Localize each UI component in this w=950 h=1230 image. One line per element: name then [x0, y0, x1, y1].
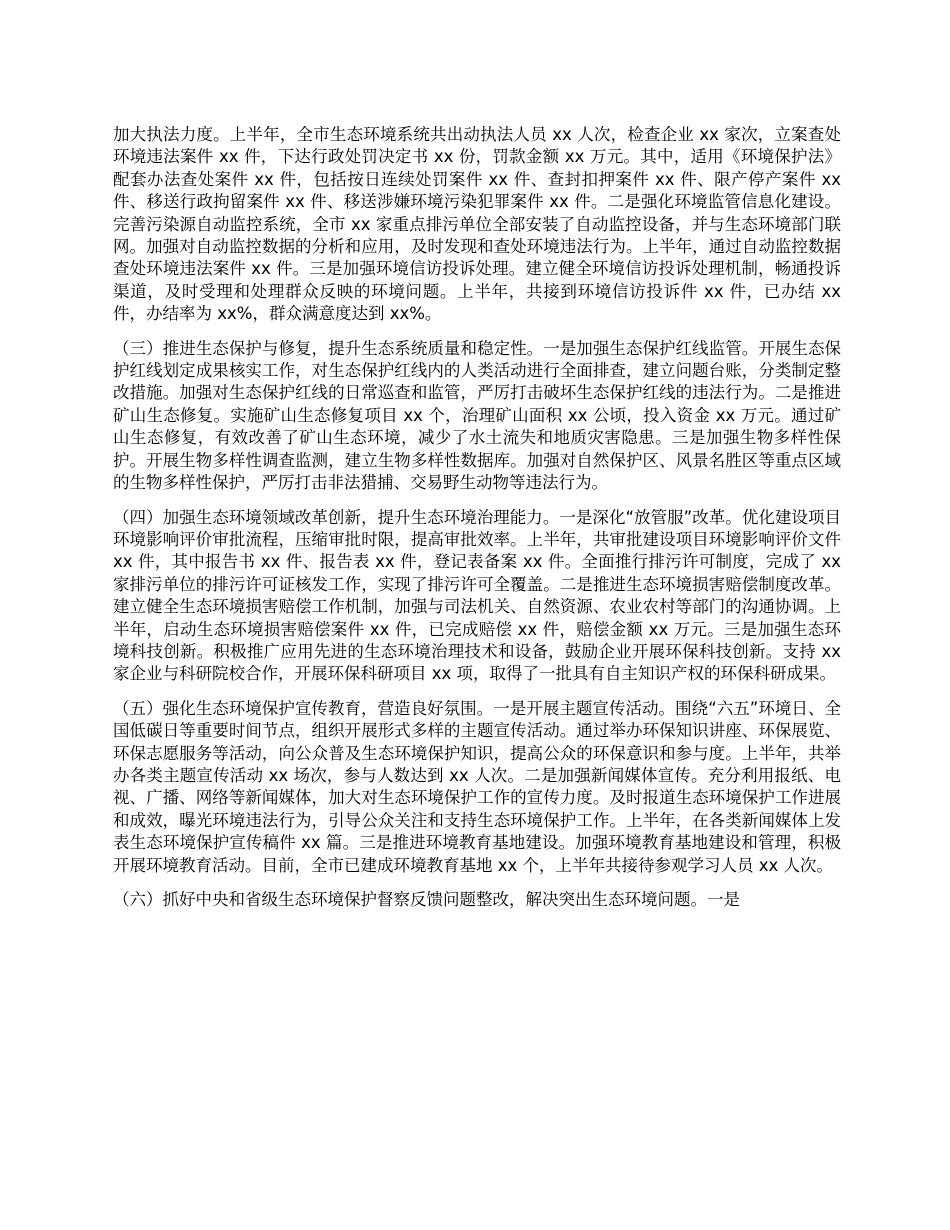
paragraph-ecological-protection: （三）推进生态保护与修复，提升生态系统质量和稳定性。一是加强生态保护红线监管。开展生态保护红线划定成果核实工作，对生态保护红线内的人类活动进行全面排查，建立问题台账，分类制定整改措施。加强对生态保护红线的日常巡查和监管，严厉打击破坏生态保护红线的违法行为。二是推进矿山生态修复。实施矿山生态修复项目 xx 个，治理矿山面积 xx 公顷，投入资金 xx 万元。通过矿山生态修复，有效改善了矿山生态环境，减少了水土流失和地质灾害隐患。三是加强生物多样性保护。开展生物多样性调查监测，建立生物多样性数据库。加强对自然保护区、风景名胜区等重点区域的生物多样性保护，严厉打击非法猎捕、交易野生动物等违法行为。 [113, 338, 841, 493]
paragraph-publicity-education: （五）强化生态环境保护宣传教育，营造良好氛围。一是开展主题宣传活动。围绕“六五”环境日、全国低碳日等重要时间节点，组织开展形式多样的主题宣传活动。通过举办环保知识讲座、环保展览、环保志愿服务等活动，向公众普及生态环境保护知识，提高公众的环保意识和参与度。上半年，共举办各类主题宣传活动 xx 场次，参与人数达到 xx 人次。二是加强新闻媒体宣传。充分利用报纸、电视、广播、网络等新闻媒体，加大对生态环境保护工作的宣传力度。及时报道生态环境保护工作进展和成效，曝光环境违法行为，引导公众关注和支持生态环境保护工作。上半年，在各类新闻媒体上发表生态环境保护宣传稿件 xx 篇。三是推进环境教育基地建设。加强环境教育基地建设和管理，积极开展环境教育活动。目前，全市已建成环境教育基地 xx 个，上半年共接待参观学习人员 xx 人次。 [113, 698, 841, 875]
document-page [113, 124, 841, 923]
paragraph-enforcement: 加大执法力度。上半年，全市生态环境系统共出动执法人员 xx 人次，检查企业 xx 家次，立案查处环境违法案件 xx 件，下达行政处罚决定书 xx 份，罚款金额 xx 万元。其中，适用《环境保护法》配套办法查处案件 xx 件，包括按日连续处罚案件 xx 件、查封扣押案件 xx 件、限产停产案件 xx 件、移送行政拘留案件 xx 件、移送涉嫌环境污染犯罪案件 xx 件。二是强化环境监管信息化建设。完善污染源自动监控系统，全市 xx 家重点排污单位全部安装了自动监控设备，并与生态环境部门联网。加强对自动监控数据的分析和应用，及时发现和查处环境违法行为。上半年，通过自动监控数据查处环境违法案件 xx 件。三是加强环境信访投诉处理。建立健全环境信访投诉处理机制，畅通投诉渠道，及时受理和处理群众反映的环境问题。上半年，共接到环境信访投诉件 xx 件，已办结 xx 件，办结率为 xx%，群众满意度达到 xx%。 [113, 125, 841, 324]
paragraph-reform-innovation: （四）加强生态环境领域改革创新，提升生态环境治理能力。一是深化“放管服”改革。优化建设项目环境影响评价审批流程，压缩审批时限，提高审批效率。上半年，共审批建设项目环境影响评价文件 xx 件，其中报告书 xx 件、报告表 xx 件，登记表备案 xx 件。全面推行排污许可制度，完成了 xx 家排污单位的排污许可证核发工作，实现了排污许可全覆盖。二是推进生态环境损害赔偿制度改革。建立健全生态环境损害赔偿工作机制，加强与司法机关、自然资源、农业农村等部门的沟通协调。上半年，启动生态环境损害赔偿案件 xx 件，已完成赔偿 xx 件，赔偿金额 xx 万元。三是加强生态环境科技创新。积极推广应用先进的生态环境治理技术和设备，鼓励企业开展环保科技创新。支持 xx 家企业与科研院校合作，开展环保科研项目 xx 项，取得了一批具有自主知识产权的环保科研成果。 [113, 507, 841, 684]
paragraph-inspection-rectification: （六）抓好中央和省级生态环境保护督察反馈问题整改，解决突出生态环境问题。一是 [113, 890, 740, 909]
